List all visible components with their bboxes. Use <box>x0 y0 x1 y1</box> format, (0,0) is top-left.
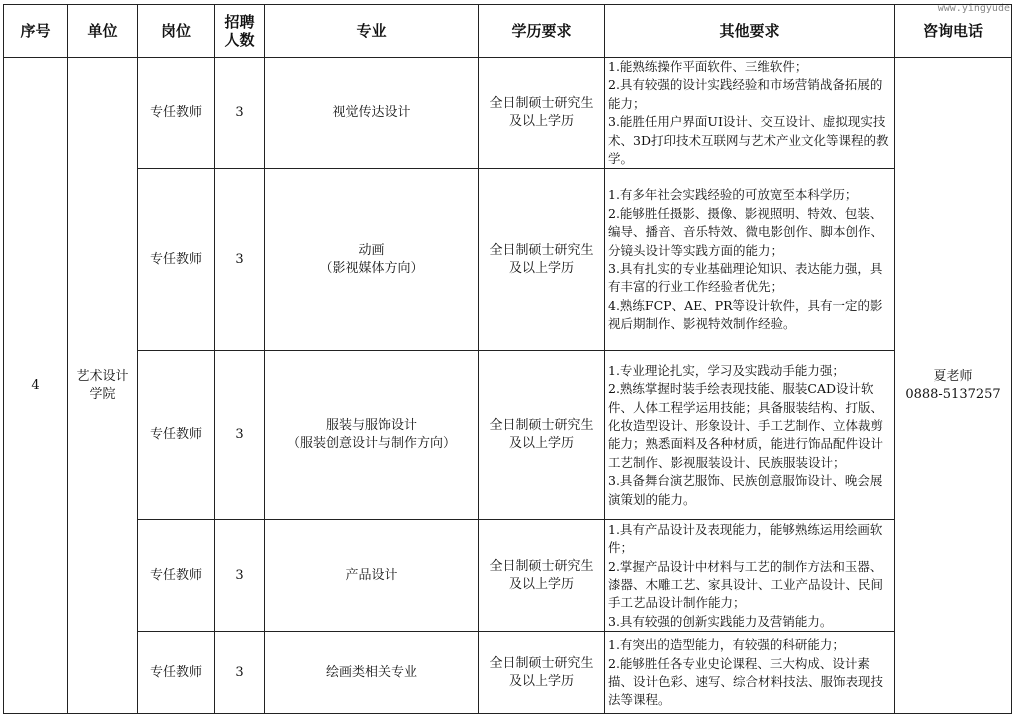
cell-requirements <box>605 520 895 632</box>
education-label: 全日制硕士研究生及以上学历 <box>489 418 594 452</box>
header-other: 其他要求 <box>605 5 895 58</box>
requirement-item: 4.熟练FCP、AE、PR等设计软件，具有一定的影视后期制作、影视特效制作经验。 <box>608 297 883 332</box>
requirement-item: 3.能胜任用户界面UI设计、交互设计、虚拟现实技术、3D打印技术互联网与艺术产业文化等课程的教学。 <box>608 114 889 167</box>
recruitment-table <box>3 4 1012 714</box>
cell-contact <box>895 58 1012 714</box>
cell-major <box>265 169 479 351</box>
cell-index: 4 <box>4 58 68 714</box>
requirement-item: 2.能够胜任各专业史论课程、三大构成、设计素描、设计色彩、速写、综合材料技法、服饰表现技法等课程。 <box>608 655 884 708</box>
cell-post: 专任教师 <box>138 632 215 714</box>
cell-major <box>265 351 479 520</box>
requirement-item: 3.具有扎实的专业基础理论知识、表达能力强，具有丰富的行业工作经验者优先； <box>608 260 883 295</box>
requirement-item: 1.具有产品设计及表现能力，能够熟练运用绘画软件； <box>608 521 883 556</box>
requirement-item: 2.具有较强的设计实践经验和市场营销战备拓展的能力； <box>608 77 883 111</box>
unit-label: 艺术设计学院 <box>76 368 129 402</box>
major-label: 绘画类相关专业 <box>325 664 417 680</box>
header-unit: 单位 <box>68 5 138 58</box>
education-label: 全日制硕士研究生及以上学历 <box>489 242 594 276</box>
requirement-item: 3.具备舞台演艺服饰、民族创意服饰设计、晚会展演策划的能力。 <box>608 473 883 507</box>
cell-post: 专任教师 <box>138 58 215 169</box>
cell-requirements <box>605 632 895 714</box>
requirement-item: 2.熟练掌握时装手绘表现技能、服装CAD设计软件、人体工程学运用技能；具备服装结构、打版、化妆造型设计、形象设计、手工艺制作、立体裁剪能力；熟悉面料及各种材质，能进行饰品配件设计工艺制作、影视服装设计、民族服装设计； <box>608 381 884 470</box>
table-row <box>4 351 1012 520</box>
contact-phone: 0888-5137257 <box>905 386 1001 402</box>
requirement-item: 1.有突出的造型能力，有较强的科研能力； <box>608 637 845 653</box>
cell-education <box>479 58 605 169</box>
major-label: 视觉传达设计 <box>332 105 411 121</box>
cell-major <box>265 58 479 169</box>
cell-requirements <box>605 58 895 169</box>
header-index: 序号 <box>4 5 68 58</box>
contact-name: 夏老师 <box>933 368 973 384</box>
requirement-item: 1.有多年社会实践经验的可放宽至本科学历； <box>608 187 858 203</box>
major-label: 动画 <box>358 242 385 258</box>
table-row <box>4 169 1012 351</box>
requirement-item: 1.能熟练操作平面软件、三维软件； <box>608 59 808 74</box>
cell-education <box>479 520 605 632</box>
header-phone: 咨询电话 <box>895 5 1012 58</box>
header-education: 学历要求 <box>479 5 605 58</box>
header-count-line1: 招聘 <box>224 13 255 31</box>
major-label: 产品设计 <box>345 567 398 583</box>
cell-education <box>479 169 605 351</box>
cell-count: 3 <box>215 351 265 520</box>
major-label: 服装与服饰设计 <box>325 418 417 434</box>
cell-unit <box>68 58 138 714</box>
cell-post: 专任教师 <box>138 169 215 351</box>
cell-count: 3 <box>215 520 265 632</box>
cell-major <box>265 520 479 632</box>
table-row <box>4 632 1012 714</box>
major-sub-label: （服装创意设计与制作方向） <box>286 436 456 452</box>
cell-education <box>479 351 605 520</box>
cell-requirements <box>605 169 895 351</box>
requirement-item: 2.掌握产品设计中材料与工艺的制作方法和玉器、漆器、木雕工艺、家具设计、工业产品设计、民间手工艺品设计制作能力； <box>608 558 884 611</box>
cell-education <box>479 632 605 714</box>
education-label: 全日制硕士研究生及以上学历 <box>489 558 594 592</box>
cell-post: 专任教师 <box>138 520 215 632</box>
watermark: www.yingyude <box>937 3 1010 14</box>
header-count-line2: 人数 <box>224 31 255 49</box>
table-row <box>4 58 1012 169</box>
education-label: 全日制硕士研究生及以上学历 <box>489 655 594 689</box>
cell-requirements <box>605 351 895 520</box>
requirement-item: 2.能够胜任摄影、摄像、影视照明、特效、包装、编导、播音、音乐特效、微电影创作、脚本创作、分镜头设计等实践方面的能力； <box>608 205 884 258</box>
cell-major <box>265 632 479 714</box>
header-row <box>4 5 1012 58</box>
header-count <box>215 5 265 58</box>
cell-count: 3 <box>215 169 265 351</box>
header-major: 专业 <box>265 5 479 58</box>
requirement-item: 3.具有较强的创新实践能力及营销能力。 <box>608 613 833 629</box>
table-row <box>4 520 1012 632</box>
requirement-item: 1.专业理论扎实，学习及实践动手能力强； <box>608 362 845 378</box>
cell-count: 3 <box>215 58 265 169</box>
major-sub-label: （影视媒体方向） <box>319 260 424 276</box>
header-post: 岗位 <box>138 5 215 58</box>
education-label: 全日制硕士研究生及以上学历 <box>489 96 594 130</box>
cell-count: 3 <box>215 632 265 714</box>
cell-post: 专任教师 <box>138 351 215 520</box>
